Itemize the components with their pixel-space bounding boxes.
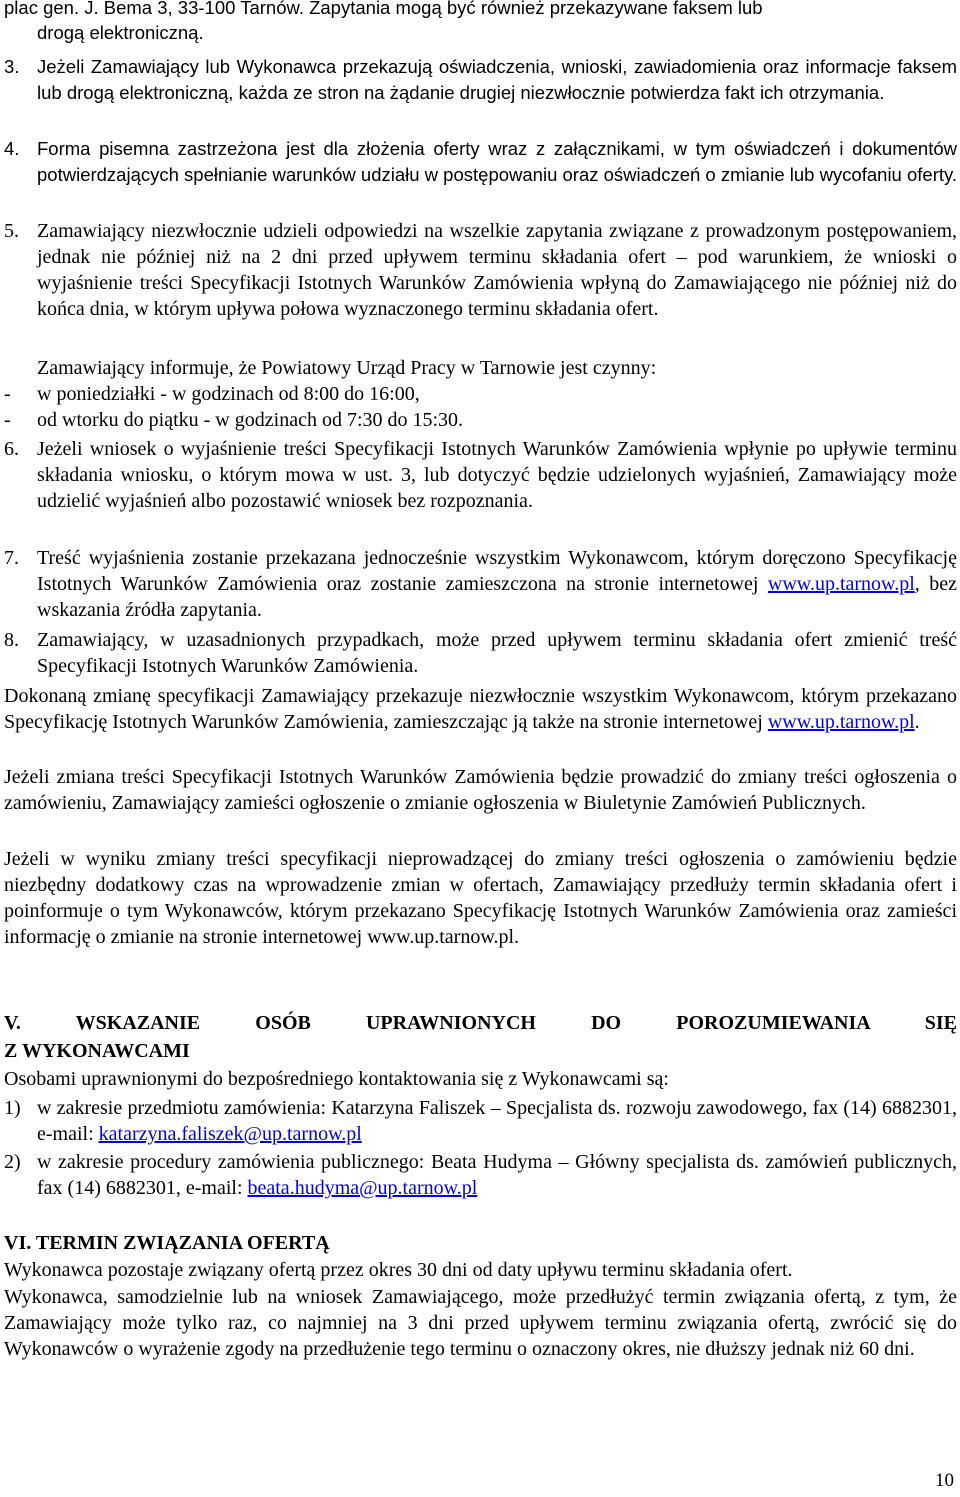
paragraph-text: . — [914, 711, 920, 733]
office-hours-weekdays: od wtorku do piątku - w godzinach od 7:30 do 15:30. — [37, 409, 464, 431]
list-item-7 — [37, 545, 957, 623]
contacts-intro: Osobami uprawnionymi do bezpośredniego kontaktowania się z Wykonawcami są: — [4, 1068, 669, 1090]
item-number: 5. — [4, 220, 19, 242]
item-number: 7. — [4, 547, 19, 569]
item-number: 4. — [4, 138, 20, 159]
list-item-4: Forma pisemna zastrzeżona jest dla złożenia oferty wraz z załącznikami, w tym oświadczeń i dokumentów potwierdzających spełnianie warunków udziału w postępowaniu oraz oświadczeń o zmianie lub wycofaniu oferty. — [37, 138, 958, 185]
email-link[interactable]: beata.hudyma@up.tarnow.pl — [247, 1177, 478, 1199]
page-number: 10 — [935, 1470, 954, 1491]
website-link[interactable]: www.up.tarnow.pl — [767, 573, 915, 595]
list-item-6: Jeżeli wniosek o wyjaśnienie treści Specyfikacji Istotnych Warunków Zamówienia wpłynie po upływie terminu składania wniosku, o którym mowa w ust. 3, lub dotyczyć będzie udzielonych wyjaśnień, Zamawiający może udzielić wyjaśnień albo pozostawić wniosek bez rozpoznania. — [37, 438, 957, 512]
contact-number: 2) — [4, 1151, 21, 1173]
dash-marker: - — [4, 383, 11, 405]
item-number: 6. — [4, 438, 19, 460]
section-heading-vi: VI. TERMIN ZWIĄZANIA OFERTĄ — [4, 1232, 330, 1254]
item-number: 8. — [4, 629, 19, 651]
paragraph-change-spec — [4, 683, 957, 735]
email-link[interactable]: katarzyna.faliszek@up.tarnow.pl — [98, 1123, 362, 1145]
text-line: drogą elektroniczną. — [37, 22, 204, 43]
contact-item-2 — [37, 1149, 957, 1201]
paragraph-extra-time: Jeżeli w wyniku zmiany treści specyfikacji nieprowadzącej do zmiany treści ogłoszenia o zamówieniu będzie niezbędny dodatkowy czas na wprowadzenie zmian w ofertach, Zamawiający przedłuży termin składania ofert i poinformuje o tym Wykonawców, którym przekazano Specyfikację Istotnych Warunków Zamówienia oraz zamieści informację o zmianie na stronie internetowej www.up.tarnow.pl. — [4, 848, 957, 948]
list-item-5: Zamawiający niezwłocznie udzieli odpowiedzi na wszelkie zapytania związane z prowadzonym postępowaniem, jednak nie później niż na 2 dni przed upływem terminu składania ofert – pod warunkiem, że wnioski o wyjaśnienie treści Specyfikacji Istotnych Warunków Zamówienia wpłyną do Zamawiającego nie później niż do końca dnia, w którym upływa połowa wyznaczonego terminu składania ofert. — [37, 220, 957, 320]
dash-marker: - — [4, 409, 11, 431]
office-hours-monday: w poniedziałki - w godzinach od 8:00 do 16:00, — [37, 383, 420, 405]
text-line: plac gen. J. Bema 3, 33-100 Tarnów. Zapytania mogą być również przekazywane faksem lub — [4, 0, 763, 18]
office-hours-intro: Zamawiający informuje, że Powiatowy Urząd Pracy w Tarnowie jest czynny: — [37, 357, 657, 379]
section-heading-v: V. WSKAZANIE OSÓB UPRAWNIONYCH DO POROZUMIEWANIA SIĘ — [4, 1012, 957, 1034]
contact-text: w zakresie przedmiotu zamówienia: Katarzyna Faliszek – Specjalista ds. rozwoju zawodowego, fax (14) 6882301, e-mail: — [37, 1097, 957, 1145]
paragraph-bind-extension: Wykonawca, samodzielnie lub na wniosek Zamawiającego, może przedłużyć termin związania ofertą, z tym, że Zamawiający może tylko raz, co najmniej na 3 dni przed upływem terminu związania ofertą, zwrócić się do Wykonawców o wyrażenie zgody na przedłużenie tego terminu o oznaczony okres, nie dłuższy jednak niż 60 dni. — [4, 1286, 957, 1360]
item-text: , bez wskazania źródła zapytania. — [37, 573, 957, 621]
paragraph-text: Dokonaną zmianę specyfikacji Zamawiający przekazuje niezwłocznie wszystkim Wykonawcom, którym przekazano Specyfikację Istotnych Warunków Zamówienia, zamieszczając ją także na stronie internetowej — [4, 685, 957, 733]
contact-number: 1) — [4, 1097, 21, 1119]
paragraph-notice-change: Jeżeli zmiana treści Specyfikacji Istotnych Warunków Zamówienia będzie prowadzić do zmiany treści ogłoszenia o zamówieniu, Zamawiający zamieści ogłoszenie o zmianie ogłoszenia w Biuletynie Zamówień Publicznych. — [4, 766, 957, 814]
list-item-3: Jeżeli Zamawiający lub Wykonawca przekazują oświadczenia, wnioski, zawiadomienia oraz informacje faksem lub drogą elektroniczną, każda ze stron na żądanie drugiej niezwłocznie potwierdza fakt ich otrzymania. — [37, 56, 957, 103]
item-number: 3. — [4, 56, 20, 77]
contact-item-1 — [37, 1095, 957, 1147]
paragraph-bind-period: Wykonawca pozostaje związany ofertą przez okres 30 dni od daty upływu terminu składania ofert. — [4, 1259, 793, 1281]
section-heading-v-cont: Z WYKONAWCAMI — [4, 1040, 190, 1062]
item-text: Treść wyjaśnienia zostanie przekazana jednocześnie wszystkim Wykonawcom, którym doręczono Specyfikację Istotnych Warunków Zamówienia oraz zostanie zamieszczona na stronie internetowej — [37, 547, 957, 595]
website-link[interactable]: www.up.tarnow.pl — [767, 711, 915, 733]
contact-text: w zakresie procedury zamówienia publicznego: Beata Hudyma – Główny specjalista ds. zamówień publicznych, fax (14) 6882301, e-mail: — [37, 1151, 957, 1199]
list-item-8: Zamawiający, w uzasadnionych przypadkach, może przed upływem terminu składania ofert zmienić treść Specyfikacji Istotnych Warunków Zamówienia. — [37, 629, 957, 677]
